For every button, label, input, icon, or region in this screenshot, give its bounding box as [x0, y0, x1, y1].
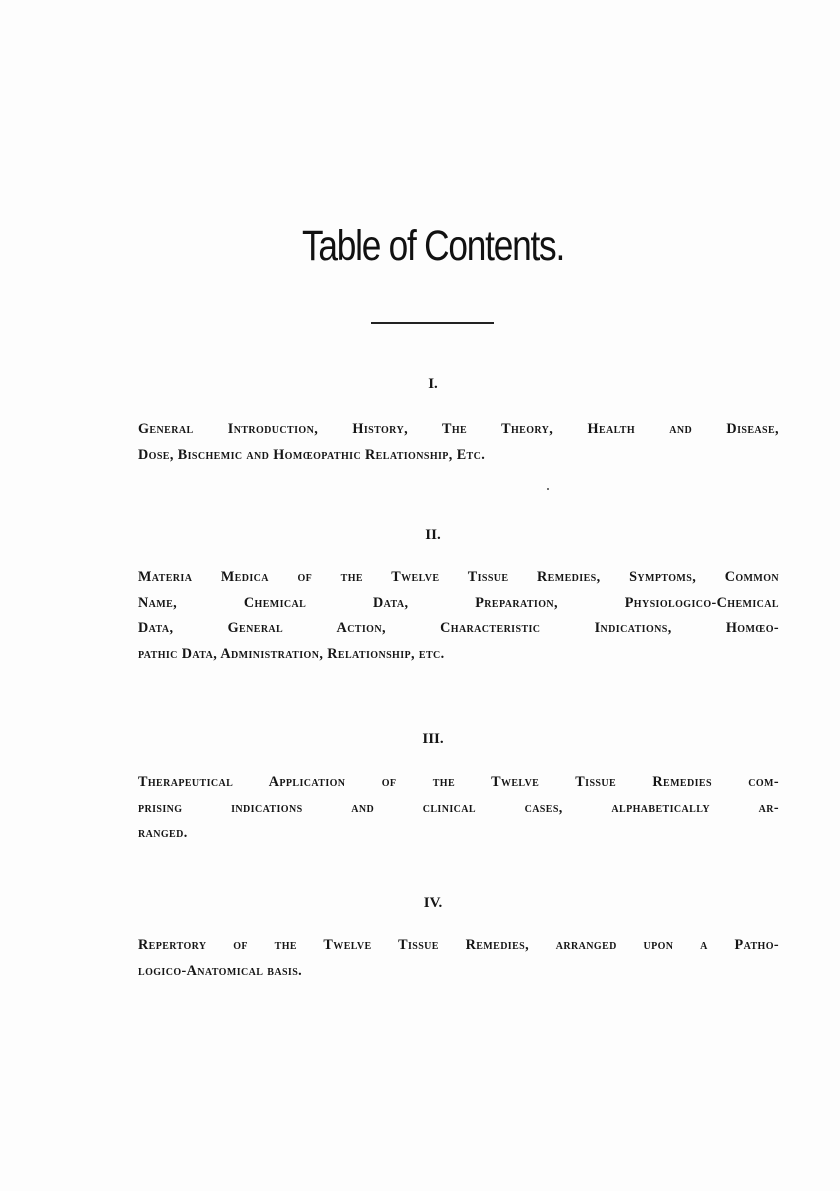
section-3-line-1: Therapeutical Application of the Twelve Tissue Remedies com-	[138, 774, 779, 790]
section-numeral-2: II.	[425, 527, 441, 543]
section-numeral-1: I.	[428, 376, 438, 392]
section-2-line-3: Data, General Action, Characteristic Indications, Homœo-	[138, 620, 779, 636]
section-entry-1	[138, 417, 779, 468]
section-4-line-2: logico-Anatomical basis.	[138, 962, 303, 979]
section-1-line-2: Dose, Bischemic and Homœopathic Relationship, Etc.	[138, 446, 486, 463]
title-rule	[371, 322, 494, 324]
section-entry-4	[138, 933, 779, 984]
print-speck	[547, 488, 549, 490]
page-title: Table of Contents.	[301, 222, 565, 270]
section-3-line-2: prising indications and clinical cases, alphabetically ar-	[138, 799, 779, 816]
section-2-line-2: Name, Chemical Data, Preparation, Physiologico-Chemical	[138, 594, 779, 611]
section-2-line-4: pathic Data, Administration, Relationship, etc.	[138, 645, 445, 662]
section-4-line-1: Repertory of the Twelve Tissue Remedies, arranged upon a Patho-	[138, 937, 779, 953]
section-1-line-1: General Introduction, History, The Theory, Health and Disease,	[138, 421, 779, 437]
section-numeral-4: IV.	[423, 895, 443, 911]
section-entry-2	[138, 565, 779, 667]
section-2-line-1: Materia Medica of the Twelve Tissue Remedies, Symptoms, Common	[138, 569, 779, 585]
section-3-line-3: ranged.	[138, 825, 188, 841]
section-entry-3	[138, 770, 779, 847]
section-numeral-3: III.	[422, 731, 444, 747]
